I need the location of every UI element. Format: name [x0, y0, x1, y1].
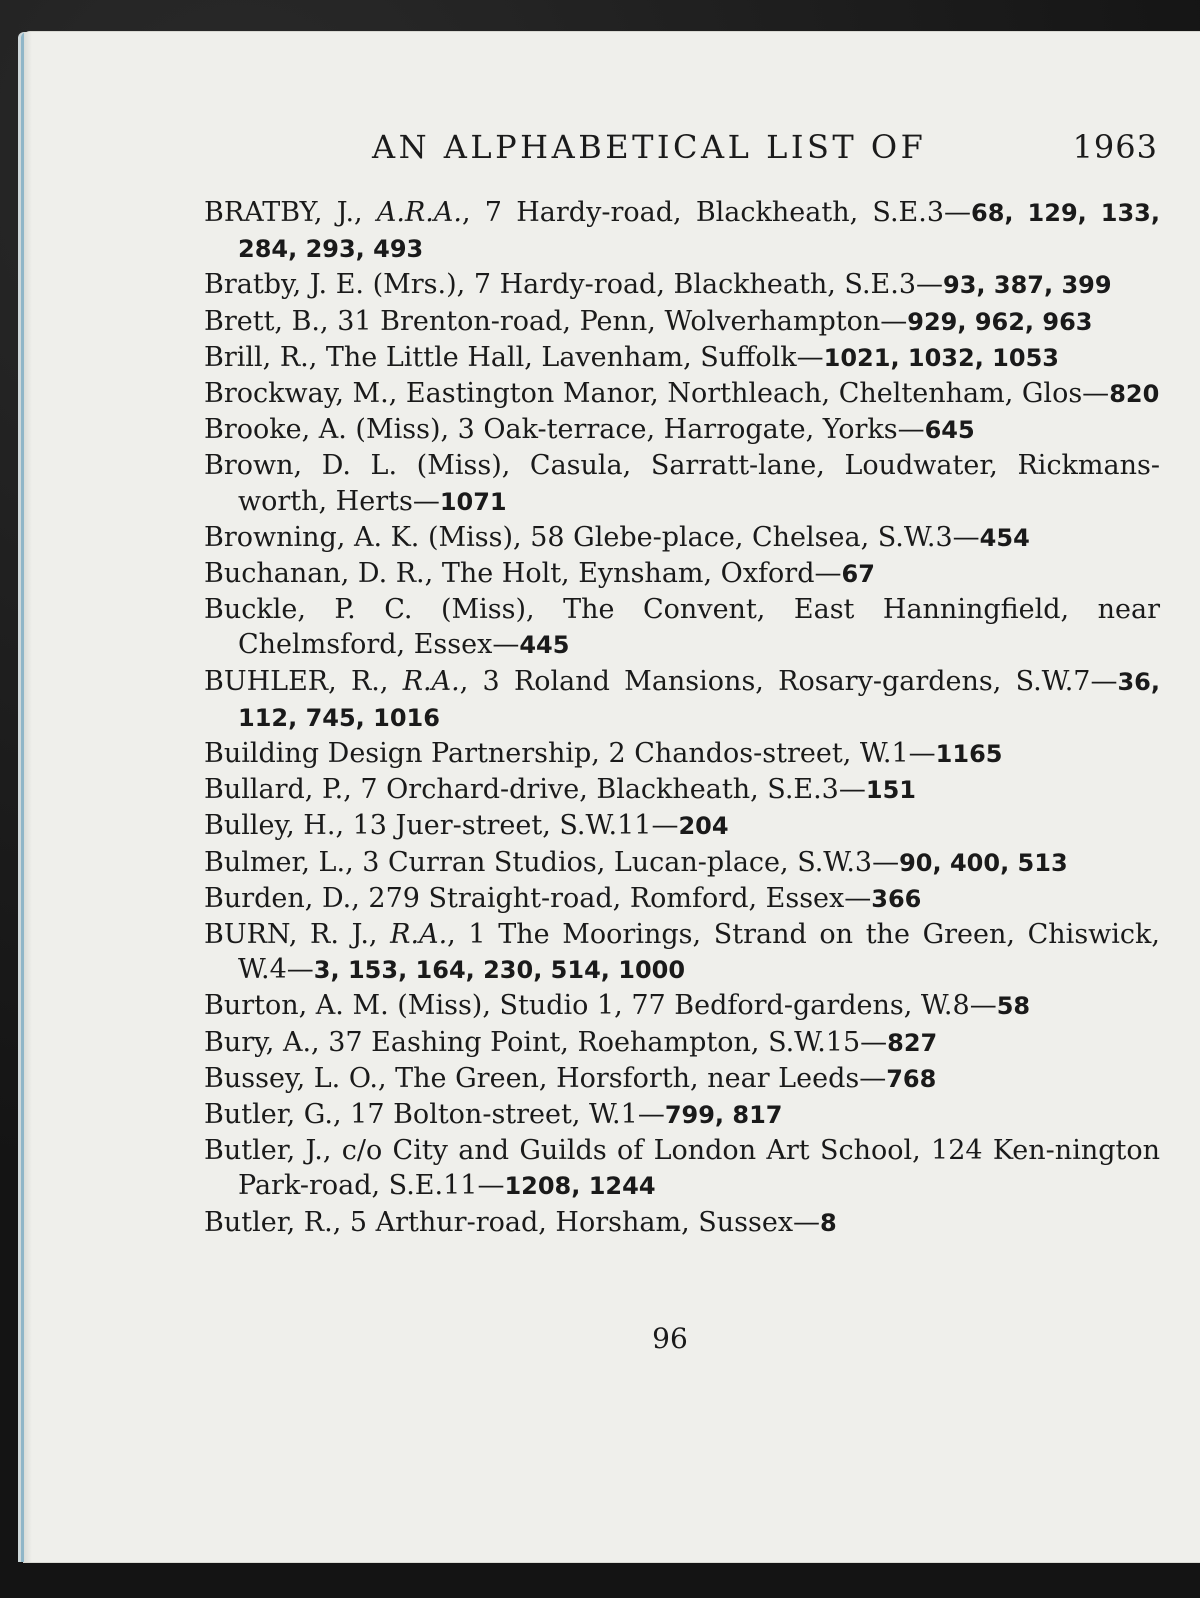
entry-name: Burton, A. M. (Miss),: [204, 990, 500, 1022]
entry-honour: R.A.: [402, 665, 460, 697]
entry-address: 7 Hardy-road, Blackheath, S.E.3—: [473, 269, 944, 301]
header-title: AN ALPHABETICAL LIST OF: [372, 128, 927, 166]
list-item: [204, 772, 1160, 808]
entry-address: 2 Chandos-street, W.1—: [608, 738, 936, 770]
entry-address: Casula, Sarratt-lane, Loudwater, Rickmans-worth, Herts—: [238, 450, 1160, 517]
entry-address: 3 Curran Studios, Lucan-place, S.W.3—: [362, 846, 900, 878]
entry-numbers: 768: [886, 1064, 937, 1093]
list-item: [204, 988, 1160, 1024]
entry-name: Bulley, H.,: [204, 810, 353, 842]
entry-name: Brooke, A. (Miss),: [204, 414, 458, 446]
entry-address: 279 Straight-road, Romford, Essex—: [368, 882, 872, 914]
list-item: [204, 808, 1160, 844]
entry-numbers: 454: [979, 523, 1030, 552]
entry-numbers: 36, 112, 745, 1016: [238, 667, 1160, 732]
list-item: [204, 448, 1160, 519]
list-item: [204, 592, 1160, 663]
entry-address: 13 Juer-street, S.W.11—: [352, 810, 679, 842]
entry-numbers: 799, 817: [664, 1101, 783, 1130]
entry-name: BRATBY, J.,: [204, 197, 377, 228]
list-item: [204, 195, 1160, 267]
list-item: [204, 556, 1160, 592]
list-item: [204, 1097, 1160, 1133]
entry-numbers: 820: [1109, 380, 1160, 409]
entry-name: BURN, R. J.,: [204, 919, 391, 951]
entry-numbers: 90, 400, 513: [899, 848, 1068, 877]
header-year: 1963: [1072, 128, 1158, 166]
entry-numbers: 1071: [439, 487, 507, 516]
list-item: [204, 1205, 1160, 1241]
entry-address: Eastington Manor, Northleach, Cheltenham, Glos—: [405, 378, 1110, 410]
entry-numbers: 1208, 1244: [504, 1172, 656, 1201]
entry-name: Buckle, P. C. (Miss),: [204, 594, 564, 626]
entry-numbers: 204: [678, 812, 729, 841]
entry-honour: R.A.: [390, 919, 448, 951]
entry-numbers: 1165: [935, 740, 1003, 769]
entry-name: Buchanan, D. R.,: [204, 558, 442, 590]
entry-numbers: 67: [841, 560, 875, 589]
entry-address: , 7 Hardy-road, Blackheath, S.E.3—: [461, 197, 971, 228]
entry-address: 5 Arthur-road, Horsham, Sussex—: [349, 1206, 821, 1238]
entry-honour: A.R.A.: [376, 197, 462, 228]
entry-numbers: 93, 387, 399: [943, 271, 1112, 300]
list-item: [204, 664, 1160, 736]
entry-name: Bullard, P.,: [204, 774, 361, 806]
entry-name: Brown, D. L. (Miss),: [204, 450, 530, 482]
list-item: [204, 340, 1160, 376]
entry-numbers: 3, 153, 164, 230, 514, 1000: [313, 956, 686, 985]
entry-name: Butler, J.,: [204, 1135, 342, 1167]
entry-numbers: 827: [887, 1028, 938, 1057]
page-number: 96: [652, 1322, 688, 1355]
entry-name: Bussey, L. O.,: [204, 1062, 396, 1094]
entry-numbers: 929, 962, 963: [907, 307, 1093, 336]
entry-address: 17 Bolton-street, W.1—: [350, 1099, 665, 1131]
list-item: [204, 1025, 1160, 1061]
entry-name: BUHLER, R.,: [204, 665, 403, 697]
list-item: [204, 376, 1160, 412]
entry-name: Bury, A.,: [204, 1026, 329, 1058]
entry-name: Burden, D.,: [204, 882, 369, 914]
entry-name: Brill, R.,: [204, 341, 326, 373]
list-item: [204, 412, 1160, 448]
entry-address: , 3 Roland Mansions, Rosary-gardens, S.W.7—: [459, 665, 1118, 697]
list-item: [204, 1061, 1160, 1097]
entry-address: The Green, Horsforth, near Leeds—: [395, 1062, 887, 1094]
entry-numbers: 445: [519, 631, 570, 660]
entry-name: Brockway, M.,: [204, 378, 406, 410]
entry-name: Brett, B.,: [204, 305, 338, 337]
entry-numbers: 8: [820, 1208, 837, 1237]
list-item: [204, 1133, 1160, 1204]
entry-name: Bulmer, L.,: [204, 846, 363, 878]
entry-name: Bratby, J. E. (Mrs.),: [204, 269, 474, 301]
running-header: [340, 124, 1158, 172]
entry-numbers: 151: [865, 776, 916, 805]
entry-numbers: 1021, 1032, 1053: [823, 343, 1059, 372]
entry-address: , 1 The Moorings, Strand on the Green, Chiswick, W.4—: [238, 919, 1160, 986]
entry-address: The Convent, East Hanningfield, near Chelmsford, Essex—: [238, 594, 1160, 661]
entry-name: Butler, R.,: [204, 1206, 350, 1238]
entry-address: 31 Brenton-road, Penn, Wolverhampton—: [337, 305, 908, 337]
entry-address: Studio 1, 77 Bedford-gardens, W.8—: [499, 990, 997, 1022]
entry-name: Butler, G.,: [204, 1099, 351, 1131]
list-item: [204, 736, 1160, 772]
entry-address: 37 Eashing Point, Roehampton, S.W.15—: [328, 1026, 888, 1058]
entry-list: [204, 195, 1160, 1241]
entry-numbers: 366: [871, 884, 922, 913]
list-item: [204, 845, 1160, 881]
entry-address: The Holt, Eynsham, Oxford—: [441, 558, 842, 590]
entry-numbers: 58: [996, 992, 1031, 1021]
list-item: [204, 881, 1160, 917]
entry-name: Browning, A. K. (Miss),: [204, 521, 531, 553]
entry-address: 7 Orchard-drive, Blackheath, S.E.3—: [360, 774, 866, 806]
list-item: [204, 267, 1160, 303]
list-item: [204, 520, 1160, 556]
entry-address: 58 Glebe-place, Chelsea, S.W.3—: [530, 521, 980, 553]
entry-address: The Little Hall, Lavenham, Suffolk—: [325, 341, 824, 373]
list-item: [204, 304, 1160, 340]
entry-address: 3 Oak-terrace, Harrogate, Yorks—: [457, 414, 925, 446]
entry-name: Building Design Partnership,: [204, 738, 609, 770]
entry-address: c/o City and Guilds of London Art School, 124 Ken-nington Park-road, S.E.11—: [238, 1135, 1160, 1202]
list-item: [204, 917, 1160, 988]
entry-numbers: 645: [924, 416, 975, 445]
entry-numbers: 68, 129, 133, 284, 293, 493: [238, 199, 1160, 264]
